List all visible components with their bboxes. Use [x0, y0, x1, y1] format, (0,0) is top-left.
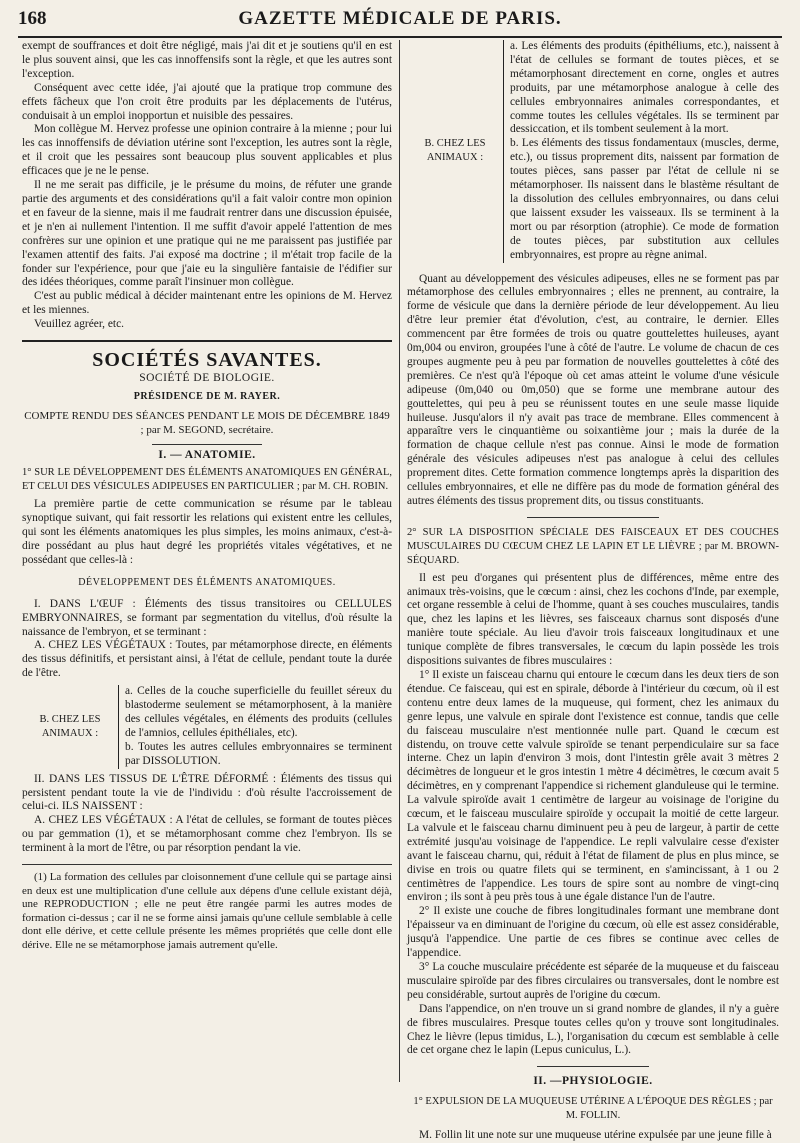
- presidence: PRÉSIDENCE DE M. RAYER.: [133, 390, 281, 402]
- footnote: (1) La formation des cellules par cloisonnement d'une cellule qui se partage ainsi en deux est une multiplication d'une cellule aux dépens d'une cellule existant déjà, une REPRODUCTION ; elle ne peut être rangée parmi les autres modes de formation ci-dessus ; car il ne se forme ainsi jamais qu'une cellule semblable à celle dont elle dérive, et cette cellule présente les mêmes propriétés que celle dont elle dérive. Elle ne se métamorphose jamais autrement qu'elle.: [22, 871, 392, 951]
- paragraph: Dans l'appendice, on n'en trouve un si grand nombre de glandes, il n'y a guère de fibres musculaires. Presque toutes celles qu'on y trouve sont longitudinales. Chez le lièvre (lepus timidus, L.), l'organisation du cœcum est semblable à celle de cet organe chez le lapin (Lepus cuniculus, L.).: [407, 1002, 779, 1057]
- table-heading: DÉVELOPPEMENT DES ÉLÉMENTS ANATOMIQUES.: [78, 576, 336, 588]
- paragraph: Quant au développement des vésicules adipeuses, elles ne se forment pas par métamorphose des cellules embryonnaires ; elles ne prennent, au contraire, la forme de vésicule que dans la dernière période de leur développement. Au lieu d'être leur premier état d'évolution, c'est, au contraire, le dernier. Elles commencent par être formées de trois ou quatre gouttelettes huileuses, ayant 0m,004 ou environ, groupées l'une à côté de l'autre. Le volume de chacun de ces groupes augmente peu à peu par formation de nouvelles gouttelettes à côté des premières. Ce n'est qu'à l'époque où cet amas atteint le volume d'une vésicule adipeuse (0m,040 ou 0m,050) que se forme une membrane autour des gouttelettes, qui peu à peu se réunissent toutes en une seule masse liquide huileuse. Jusqu'alors il n'y avait pas trace de membrane. Elles commencent à apparaître vers le cinquantième ou soixantième jour ; mais la durée de la formation de chaque cellule n'est pas connue. Ainsi le mode de formation générale des vésicules adipeuses n'est pas analogue à celui des cellules proprement dites. Cette formation commence longtemps après la disparition des cellules embryonnaires, et elle ne diffère pas du mode de formation général des autres éléments des tissus proprement dits, ou tissus constituants.: [407, 272, 779, 507]
- closing: Veuillez agréer, etc.: [34, 318, 124, 331]
- bracket-item: b. Les éléments des tissus fondamentaux (muscles, derme, etc.), ou tissus proprement dits, naissent par formation de toutes pièces, sans passer par l'état de cellule ni se métamorphoser. Ils naissent dans le blastème résultant de la dissolution des cellules embryonnaires, ou dans celui que laissent exsuder les vaisseaux. Ils se terminent à la mort ou par résorption (atrophie). Ce mode de formation de toutes pièces, par substitution aux cellules embryonnaires, est propre au règne animal.: [510, 137, 779, 261]
- bracket-label: B. CHEZ LES ANIMAUX :: [39, 713, 101, 739]
- paragraph: I. DANS L'ŒUF : Éléments des tissus transitoires ou CELLULES EMBRYONNAIRES, se formant par segmentation du vitellus, d'où résulte la naissance de l'embryon, et se terminant :: [22, 597, 392, 638]
- divider: [152, 444, 262, 445]
- paragraph: A. CHEZ LES VÉGÉTAUX : Toutes, par métamorphose directe, en éléments des tissus définitifs, et persistant ainsi, à l'état de cellule, pendant toute la durée de l'être.: [22, 639, 392, 680]
- page-number: 168: [18, 8, 47, 29]
- right-column: [407, 40, 779, 1143]
- paragraph: 1° Il existe un faisceau charnu qui entoure le cœcum dans les deux tiers de son étendue. Ce faisceau, qui est en spirale, déborde à l'intérieur du cœcum, où il est contenu entre deux lames de la muqueuse, qui forment, chez les animaux du genre lepus, une valvule en spirale dont l'existence est connue, tandis que celle du faisceau musculaire n'est mentionnée nulle part. Quand le cœcum est distendu, on trouve cette valvule spiroïde se tenant perpendiculaire sur sa face interne. Chez un lapin d'environ 3 mois, dont l'intestin grêle avait 3 mètres 2 décimètres de longueur et le gros intestin 1 mètre 4 décimètres, le cœcum avait 5 décimètres, en y comprenant l'appendice si richement glanduleuse qui le termine. La valvule spiroïde avait 1 centimètre de largeur au voisinage de l'origine du cœcum, et le faisceau musculaire spiroïde y occupait la moitié de cette largeur. La valvule et le faisceau charnu diminuent peu à peu de largeur, à partir de cette extrémité jusqu'au voisinage de l'appendice. Le repli valvulaire cesse d'exister avant le faisceau charnu, qui, réduit à l'état de filament de plus en plus mince, se divise en trois ou quatre filets qui se terminent, en s'amincissant, à 1 ou 2 centimètres de l'appendice. Les tours de spire sont au nombre de vingt-cinq environ ; ils sont à peu près tous à une égale distance l'un de l'autre.: [407, 668, 779, 904]
- item-heading: 1° EXPULSION DE LA MUQUEUSE UTÉRINE A L'ÉPOQUE DES RÈGLES ; par M. FOLLIN.: [413, 1096, 773, 1122]
- bracket-label: B. CHEZ LES ANIMAUX :: [424, 138, 486, 164]
- left-column: [22, 40, 392, 953]
- paragraph: Il est peu d'organes qui présentent plus de différences, même entre des animaux très-voisins, que le cœcum : ainsi, chez les cochons d'Inde, par exemple, cet organe ressemble à celui de l'homme, quant à ses couches musculaires, tandis que, chez les lapins et les lièvres, ses faisceaux charnus sont disposés d'une manière toute spéciale. Au lieu d'avoir trois faisceaux longitudinaux et une tunique complète de fibres transversales, le cœcum du lapin possède les trois dispositions suivantes de fibres musculaires :: [407, 571, 779, 668]
- bracket-body: [503, 40, 779, 263]
- paragraph: Mon collègue M. Hervez professe une opinion contraire à la mienne ; pour lui les cas innoffensifs de déviation utérine sont l'exception, les autres sont la règle, et il croit que les pessaires sont beaucoup plus souvent applicables et plus efficaces que je ne le pense.: [22, 123, 392, 178]
- bracket-item: a. Celles de la couche superficielle du feuillet séreux du blastoderme seulement se métamorphosent, à la manière des cellules végétales, en éléments des produits (cellules de l'amnios, cellules épithéliales, etc).: [125, 685, 392, 739]
- section-rule: [22, 340, 392, 342]
- paragraph: 2° Il existe une couche de fibres longitudinales formant une membrane dont l'épaisseur va en diminuant de l'origine du cœcum, où elle est assez considérable, jusqu'à l'appendice. Une partie de ces fibres se continue avec celles de l'appendice.: [407, 905, 779, 960]
- divider: [527, 517, 659, 518]
- bracket-block: [22, 685, 392, 768]
- paragraph: C'est au public médical à décider maintenant entre les opinions de M. Hervez et les miennes.: [22, 290, 392, 317]
- paragraph: M. Follin lit une note sur une muqueuse utérine expulsée par une jeune fille à: [419, 1129, 772, 1142]
- paragraph: II. DANS LES TISSUS DE L'ÊTRE DÉFORMÉ : Éléments des tissus qui persistent pendant toute la vie de l'individu : d'où résulte l'accroissement de celui-ci. ILS NAISSENT :: [22, 772, 392, 813]
- item-heading: 2° SUR LA DISPOSITION SPÉCIALE DES FAISCEAUX ET DES COUCHES MUSCULAIRES DU CŒCUM CHEZ LE LAPIN ET LE LIÈVRE ; par M. BROWN-SÉQUARD.: [407, 526, 779, 566]
- physiology-heading: II. —PHYSIOLOGIE.: [533, 1075, 653, 1088]
- bracket-body: [118, 685, 392, 768]
- paragraph: Il ne me serait pas difficile, je le présume du moins, de réfuter une grande partie des arguments et des considérations qu'il a fait valoir contre mon opinion et en faveur de la sienne, mais il me faudrait rentrer dans une discussion épuisée, et je n'en ai nullement l'intention. Il me suffit d'avoir appelé l'attention de mes confrères sur une opinion et une pratique qui ne me paraissent pas justifiée par l'examen attentif des faits. J'ai exposé ma doctrine ; il m'était trop facile de la fonder sur l'expérience, pour que j'aie eu la singulière fantaisie de l'édifier sur des idées théoriques, comme paraît l'insinuer mon collègue.: [22, 179, 392, 289]
- bracket-block-continued: [407, 40, 779, 263]
- paragraph: 3° La couche musculaire précédente est séparée de la muqueuse et du faisceau musculaire spiroïde par des fibres circulaires ou transversales, dont le nombre est peu considérable, surtout auprès de l'origine du cœcum.: [407, 961, 779, 1001]
- item-heading: 1° SUR LE DÉVELOPPEMENT DES ÉLÉMENTS ANATOMIQUES EN GÉNÉRAL, ET CELUI DES VÉSICULES ADIPEUSES EN PARTICULIER ; par M. CH. ROBIN.: [22, 467, 392, 493]
- paragraph: A. CHEZ LES VÉGÉTAUX : A l'état de cellules, se formant de toutes pièces ou par gemmation (1), et se métamorphosant comme chez l'embryon. Ils se terminent à la mort de l'être, ou par résorption pendant la vie.: [22, 814, 392, 855]
- column-divider: [399, 40, 400, 1082]
- paragraph: exempt de souffrances et doit être négligé, mais j'ai dit et je soutiens qu'il en est le plus souvent ainsi, que les cas innoffensifs sont la règle, et que les autres sont l'exception.: [22, 40, 392, 80]
- anatomy-heading: I. — ANATOMIE.: [158, 448, 256, 461]
- header-rule: [18, 36, 782, 38]
- divider: [537, 1066, 649, 1067]
- section-title: SOCIÉTÉS SAVANTES.: [92, 349, 322, 372]
- paragraph: Conséquent avec cette idée, j'ai ajouté que la pratique trop commune des effets fâcheux que l'on croit être produits par les déplacements de l'utérus, conduisait à un emploi inopportun et nuisible des pessaires.: [22, 81, 392, 122]
- bracket-item: b. Toutes les autres cellules embryonnaires se terminent par DISSOLUTION.: [125, 740, 392, 767]
- compte-rendu: COMPTE RENDU DES SÉANCES PENDANT LE MOIS DE DÉCEMBRE 1849 ; par M. SEGOND, secrétaire.: [24, 409, 390, 436]
- running-head: [18, 8, 782, 34]
- society-name: SOCIÉTÉ DE BIOLOGIE.: [139, 371, 275, 384]
- journal-title: GAZETTE MÉDICALE DE PARIS.: [238, 8, 562, 29]
- paragraph: La première partie de cette communication se résume par le tableau synoptique suivant, qui fait ressortir les relations qui existent entre les cellules, qui sont les éléments anatomiques les plus simples, les moins animaux, c'est-à-dire possédant au plus haut degré les propriétés vitales végétatives, et ne possédant que celles-là :: [22, 498, 392, 566]
- footnote-rule: [22, 864, 392, 865]
- bracket-item: a. Les éléments des produits (épithéliums, etc.), naissent à l'état de cellules se formant de toutes pièces, et se métamorphosant directement en corne, ongles et autres produits, par une métamorphose analogue à celle des cellules embryonnaires animales correspondantes, et comme toutes les cellules végétales. Ils se terminent par dessiccation, et ils tombent seulement à la mort.: [510, 40, 779, 136]
